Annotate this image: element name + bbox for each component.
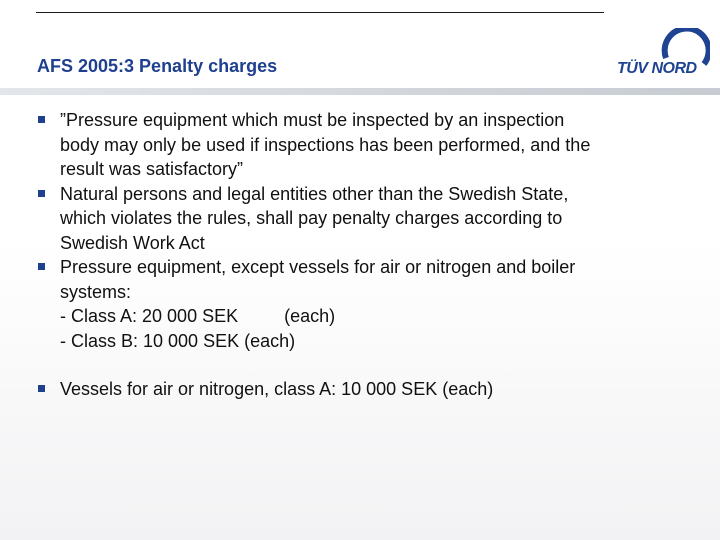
bullet-text-line: which violates the rules, shall pay penalty charges according to <box>60 208 563 228</box>
bullet-item <box>36 108 696 182</box>
sub-item-class-a <box>60 304 696 329</box>
bullet-text-line: Pressure equipment, except vessels for air or nitrogen and boiler <box>60 257 576 277</box>
logo-text: TÜV NORD <box>617 60 697 77</box>
bullet-square-icon <box>38 385 45 392</box>
bullet-text-line: systems: <box>60 281 132 302</box>
bullet-text-line: Natural persons and legal entities other than the Swedish State, <box>60 183 569 204</box>
bullet-text-line: Vessels for air or nitrogen, class A: 10 000 SEK (each) <box>60 379 494 399</box>
sub-item-text: - Class A: 20 000 SEK <box>60 306 239 326</box>
sub-item-text: - Class B: 10 000 SEK (each) <box>60 330 296 351</box>
bullet-item <box>36 377 696 402</box>
bullet-text-line: body may only be used if inspections has been performed, and the <box>60 134 591 155</box>
bullet-text-line: result was satisfactory” <box>60 159 244 179</box>
header-band <box>0 88 720 95</box>
bullet-text-line: Swedish Work Act <box>60 232 205 253</box>
bullet-square-icon <box>38 263 45 270</box>
sub-item-class-b <box>60 329 696 354</box>
bullet-list <box>36 108 696 402</box>
spacer <box>36 353 696 377</box>
bullet-item <box>36 182 696 256</box>
bullet-square-icon <box>38 190 45 197</box>
bullet-square-icon <box>38 116 45 123</box>
tuv-nord-logo <box>614 28 710 84</box>
slide-title: AFS 2005:3 Penalty charges <box>37 56 278 76</box>
top-divider <box>36 12 604 13</box>
bullet-item <box>36 255 696 353</box>
bullet-text-line: ”Pressure equipment which must be inspected by an inspection <box>60 110 565 130</box>
sub-item-note: (each) <box>284 306 336 326</box>
